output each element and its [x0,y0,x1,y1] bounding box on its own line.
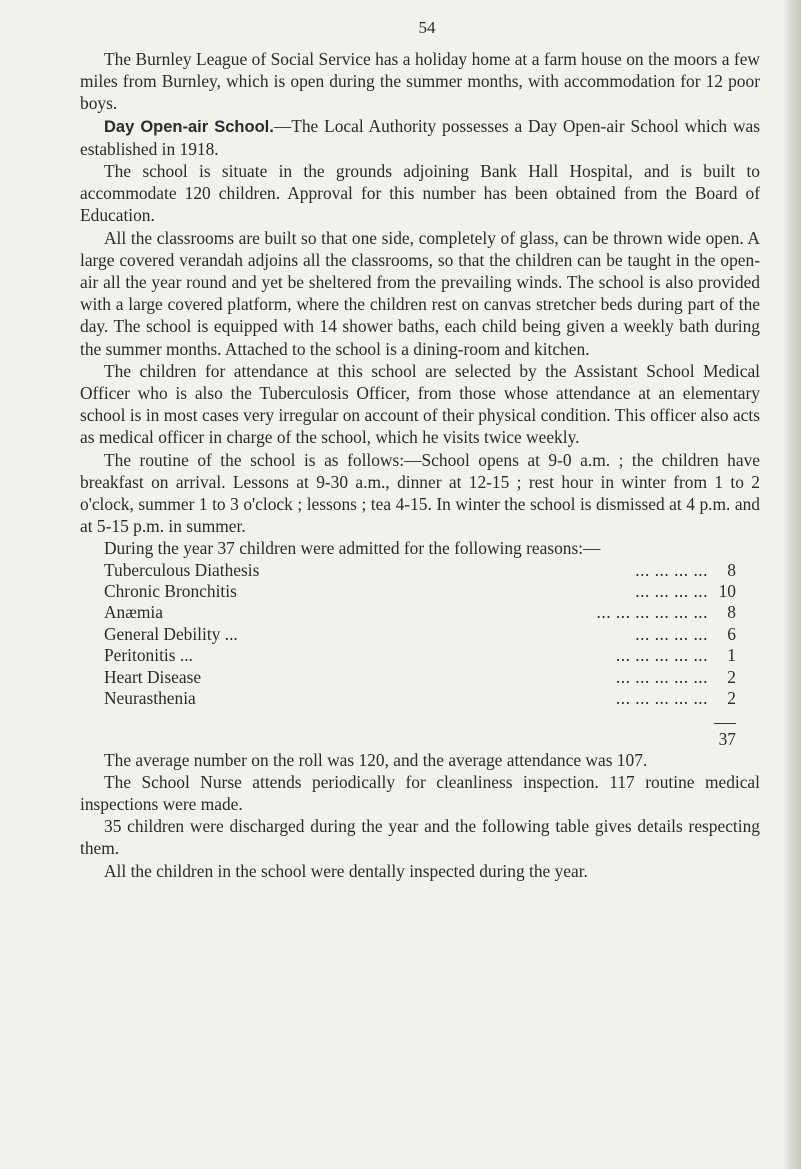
reason-label: Heart Disease [104,666,202,687]
reason-label: Peritonitis ... [104,645,193,666]
reason-count: 10 [718,581,736,602]
paragraph-dental: All the children in the school were dentally inspected during the year. [104,860,588,881]
dot-leader: ... ... ... ... ... [615,645,708,666]
paragraph-discharged: 35 children were discharged during the year and the following table gives details respecting them. [80,816,760,859]
paragraph-attendance: The average number on the roll was 120, and the average attendance was 107. [104,749,648,770]
reason-label: General Debility ... [104,623,238,644]
paragraph-selection: The children for attendance at this school are selected by the Assistant School Medical Officer who is also the Tuberculosis Officer, from those whose attendance at an elementary school is in most cases very irregular on account of their physical condition. This officer also acts as medical officer in charge of the school, which he visits twice weekly. [80,360,760,448]
dot-leader: ... ... ... ... ... ... [596,602,708,623]
reason-count: 1 [727,645,736,666]
reason-count: 8 [727,602,736,623]
paragraph-school-site: The school is situate in the grounds adjoining Bank Hall Hospital, and is built to accommodate 120 children. Approval for this number has been obtained from the Board of Education. [80,161,760,226]
admission-reasons-table [104,560,736,749]
reason-count: 2 [727,666,736,687]
section-heading: Day Open-air School. [104,117,274,136]
dot-leader: ... ... ... ... ... [615,688,708,709]
reason-count: 8 [727,559,736,580]
table-row [104,624,736,645]
paragraph-classrooms: All the classrooms are built so that one side, completely of glass, can be thrown wide open. A large covered verandah adjoins all the classrooms, so that the children can be taught in the open-air all the year round and yet be sheltered from the prevailing winds. The school is also provided with a large covered platform, where the children rest on canvas stretcher beds during part of the day. The school is equipped with 14 shower baths, each child being given a weekly bath during the summer months. Attached to the school is a dining-room and kitchen. [80,227,760,359]
dot-leader: ... ... ... ... ... [615,666,708,687]
reason-count: 6 [727,623,736,644]
reason-label: Neurasthenia [104,688,196,709]
reason-count: 2 [727,688,736,709]
paragraph-holiday-home: The Burnley League of Social Service has a holiday home at a farm house on the moors a few miles from Burnley, which is open during the summer months, with accommodation for 12 poor boys. [80,49,760,114]
paragraph-nurse: The School Nurse attends periodically for cleanliness inspection. 117 routine medical inspections were made. [80,771,760,814]
dot-leader: ... ... ... ... [635,581,708,602]
table-row [104,602,736,623]
reason-label: Anæmia [104,602,163,623]
total-rule [714,723,736,724]
paragraph-open-air-school [80,115,760,160]
reasons-total: 37 [718,728,736,749]
table-row [104,688,736,709]
dot-leader: ... ... ... ... [635,559,708,580]
document-page [80,18,760,882]
table-row [104,581,736,602]
table-row [104,667,736,688]
reason-label: Chronic Bronchitis [104,581,237,602]
table-row [104,560,736,581]
section-intro-text: —The Local Authority possesses a Day Open-air School which was established in 1918. [80,115,761,159]
reason-label: Tuberculous Diathesis [104,559,260,580]
table-row [104,645,736,666]
dot-leader: ... ... ... ... [635,623,708,644]
page-number: 54 [418,18,436,37]
page-edge-shadow [783,0,801,1169]
paragraph-routine: The routine of the school is as follows:—School opens at 9-0 a.m. ; the children have breakfast on arrival. Lessons at 9-30 a.m., dinner at 12-15 ; rest hour in winter from 1 to 2 o'clock, summer 1 to 3 o'clock ; lessons ; tea 4-15. In winter the school is dismissed at 4 p.m. and at 5-15 p.m. in summer. [80,449,760,537]
paragraph-admissions: During the year 37 children were admitted for the following reasons:— [104,538,601,559]
reasons-total-row [104,729,736,749]
